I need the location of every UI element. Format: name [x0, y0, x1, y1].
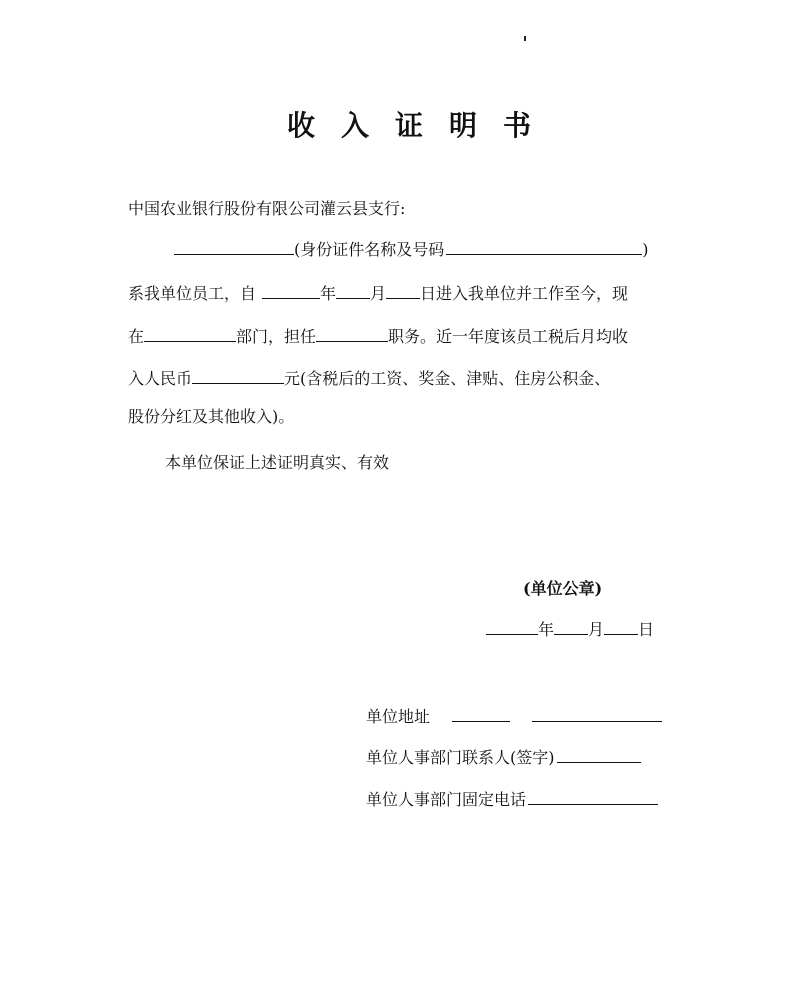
income-prefix: 入人民币: [128, 369, 193, 388]
month-label: 月: [370, 284, 387, 303]
id-open-text: (身份证件名称及号码: [294, 240, 445, 259]
start-month-blank[interactable]: [336, 284, 370, 299]
seal-date: [486, 619, 654, 641]
id-number-blank[interactable]: [446, 240, 642, 255]
address-label: 单位地址: [366, 707, 431, 726]
year-label: 年: [320, 284, 337, 303]
address-blank-2[interactable]: [532, 707, 662, 722]
income-line-2: 股份分红及其他收入)。: [128, 407, 295, 426]
company-seal-label: (单位公章): [523, 579, 603, 598]
employment-text: 系我单位员工，自: [128, 284, 257, 303]
day-text: 日进入我单位并工作至今，现: [420, 284, 629, 303]
dept-text: 部门，担任: [236, 327, 317, 346]
seal-month-blank[interactable]: [554, 620, 588, 635]
scan-speck: [524, 36, 526, 41]
income-line: [128, 368, 610, 390]
address-field: [366, 706, 662, 728]
employment-line: [128, 283, 628, 305]
department-blank[interactable]: [144, 327, 236, 342]
document-title: 收入证明书: [286, 109, 557, 142]
name-blank[interactable]: [174, 240, 294, 255]
contact-signature-blank[interactable]: [557, 748, 641, 763]
id-line: [174, 239, 649, 261]
duty-text: 职务。近一年度该员工税后月均收: [388, 327, 629, 346]
start-day-blank[interactable]: [386, 284, 420, 299]
id-close-text: ): [642, 240, 649, 259]
phone-blank[interactable]: [528, 790, 658, 805]
department-line: [128, 326, 628, 348]
phone-field: [366, 789, 658, 811]
contact-label: 单位人事部门联系人(签字): [366, 748, 555, 767]
income-amount-blank[interactable]: [192, 369, 284, 384]
seal-day-label: 日: [638, 620, 655, 639]
income-suffix: 元(含税后的工资、奖金、津贴、住房公积金、: [284, 369, 611, 388]
dept-prefix: 在: [128, 327, 145, 346]
seal-day-blank[interactable]: [604, 620, 638, 635]
address-blank-1[interactable]: [452, 707, 510, 722]
seal-year-label: 年: [538, 620, 555, 639]
seal-month-label: 月: [588, 620, 605, 639]
guarantee-statement: 本单位保证上述证明真实、有效: [165, 453, 390, 472]
addressee: 中国农业银行股份有限公司灌云县支行:: [128, 199, 406, 218]
contact-field: [366, 747, 641, 769]
phone-label: 单位人事部门固定电话: [366, 790, 527, 809]
duty-blank[interactable]: [316, 327, 388, 342]
seal-year-blank[interactable]: [486, 620, 538, 635]
start-year-blank[interactable]: [262, 284, 320, 299]
